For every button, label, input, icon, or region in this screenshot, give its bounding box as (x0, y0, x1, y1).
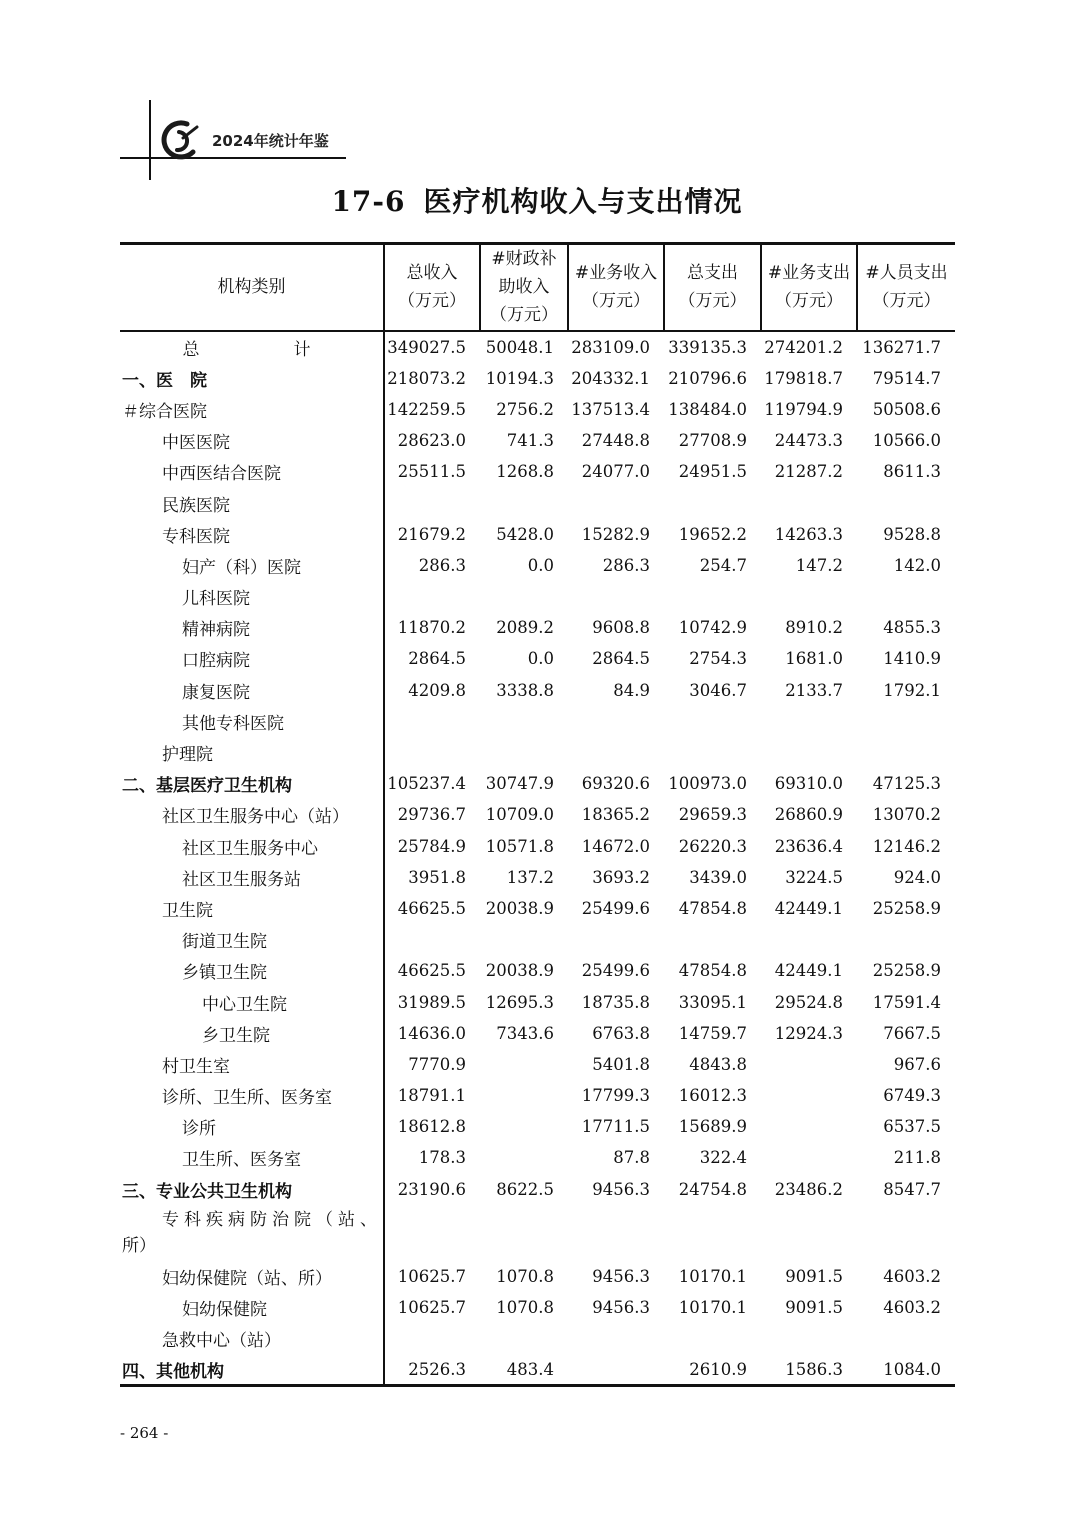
value-cell: 0.0 (527, 649, 554, 669)
value-cell (664, 581, 761, 612)
table-row (120, 737, 955, 768)
value-cell: 2864.5 (384, 643, 480, 674)
value-cell: 69320.6 (581, 774, 650, 794)
row-label: 三、专业公共卫生机构 (122, 1181, 292, 1202)
table-title: 医疗机构收入与支出情况 (423, 185, 743, 218)
value-cell: 9456.3 (592, 1266, 650, 1286)
page-title (0, 180, 1074, 220)
value-cell: 1070.8 (496, 1266, 554, 1286)
column-header: 总收入 （万元） (384, 244, 480, 331)
row-label: 乡镇卫生院 (182, 963, 267, 984)
value-cell (761, 581, 857, 612)
value-cell: 10709.0 (485, 805, 554, 825)
value-cell: 283109.0 (571, 337, 650, 357)
value-cell: 1792.1 (883, 680, 941, 700)
value-cell: 23486.2 (774, 1179, 843, 1199)
value-cell (761, 706, 857, 737)
value-cell: 10625.7 (384, 1292, 480, 1323)
value-cell: 8547.7 (883, 1179, 941, 1199)
value-cell: 286.3 (602, 555, 650, 575)
value-cell: 1070.8 (496, 1298, 554, 1318)
value-cell (384, 924, 480, 955)
value-cell: 136271.7 (862, 337, 941, 357)
value-cell: 7343.6 (496, 1023, 554, 1043)
table-row (120, 1261, 955, 1292)
value-cell: 24473.3 (774, 431, 843, 451)
value-cell: 5401.8 (592, 1054, 650, 1074)
value-cell: 15689.9 (678, 1117, 747, 1137)
header-horizontal-rule (120, 157, 346, 159)
table-body (120, 331, 955, 1386)
table-row (120, 1080, 955, 1111)
table-row (120, 706, 955, 737)
value-cell (480, 1205, 568, 1261)
value-cell: 1084.0 (857, 1354, 955, 1386)
value-cell: 24951.5 (678, 462, 747, 482)
value-cell: 42449.1 (774, 898, 843, 918)
value-cell: 105237.4 (384, 768, 480, 799)
value-cell: 2089.2 (496, 618, 554, 638)
row-label (120, 1205, 384, 1261)
value-cell: 2754.3 (689, 649, 747, 669)
table-number: 17-6 (331, 185, 406, 218)
table-row (120, 363, 955, 394)
value-cell: 27448.8 (581, 431, 650, 451)
value-cell: 79514.7 (872, 368, 941, 388)
value-cell: 741.3 (506, 431, 554, 451)
value-cell (664, 487, 761, 518)
table-row (120, 1142, 955, 1173)
value-cell: 29524.8 (774, 992, 843, 1012)
value-cell: 10170.1 (678, 1298, 747, 1318)
value-cell: 8622.5 (496, 1179, 554, 1199)
value-cell (664, 706, 761, 737)
value-cell: 18735.8 (581, 992, 650, 1012)
row-label: 诊所、卫生所、医务室 (162, 1088, 332, 1109)
column-header: #业务收入 （万元） (568, 244, 664, 331)
value-cell (664, 1205, 761, 1261)
value-cell: 29736.7 (384, 799, 480, 830)
row-label: 街道卫生院 (182, 932, 267, 953)
table-row (120, 986, 955, 1017)
row-label: 中心卫生院 (202, 994, 287, 1015)
value-cell (761, 737, 857, 768)
value-cell: 20038.9 (485, 961, 554, 981)
row-label: 妇产（科）医院 (182, 557, 301, 578)
value-cell: 23636.4 (774, 836, 843, 856)
value-cell: 13070.2 (872, 805, 941, 825)
value-cell: 20038.9 (485, 898, 554, 918)
value-cell: 19652.2 (678, 524, 747, 544)
value-cell: 1681.0 (785, 649, 843, 669)
value-cell: 9456.3 (592, 1179, 650, 1199)
table-row (120, 862, 955, 893)
value-cell: 3693.2 (592, 867, 650, 887)
value-cell (568, 1354, 664, 1386)
value-cell: 1410.9 (883, 649, 941, 669)
value-cell: 15282.9 (581, 524, 650, 544)
table-row (120, 519, 955, 550)
value-cell: 3439.0 (689, 867, 747, 887)
value-cell: 33095.1 (678, 992, 747, 1012)
value-cell: 84.9 (613, 680, 650, 700)
value-cell (857, 924, 955, 955)
yearbook-label: 2024年统计年鉴 (212, 132, 329, 150)
value-cell (568, 924, 664, 955)
value-cell: 26860.9 (774, 805, 843, 825)
value-cell: 21287.2 (774, 462, 843, 482)
column-header: #人员支出 （万元） (857, 244, 955, 331)
value-cell: 7667.5 (883, 1023, 941, 1043)
value-cell: 483.4 (480, 1354, 568, 1386)
row-label: 社区卫生服务中心（站） (162, 807, 349, 828)
value-cell: 10194.3 (485, 368, 554, 388)
value-cell (480, 1111, 568, 1142)
value-cell (568, 737, 664, 768)
value-cell: 2864.5 (592, 649, 650, 669)
value-cell: 142259.5 (384, 394, 480, 425)
value-cell (761, 1142, 857, 1173)
value-cell: 28623.0 (384, 425, 480, 456)
column-header-category: 机构类别 (120, 244, 384, 331)
row-label: 卫生院 (162, 900, 213, 921)
value-cell: 1268.8 (496, 462, 554, 482)
value-cell: 7770.9 (384, 1049, 480, 1080)
value-cell (480, 1323, 568, 1354)
table-row (120, 831, 955, 862)
value-cell: 26220.3 (678, 836, 747, 856)
row-label: 社区卫生服务中心 (182, 838, 318, 859)
value-cell: 12146.2 (872, 836, 941, 856)
table-row (120, 893, 955, 924)
row-label: 一、医 院 (122, 370, 207, 391)
value-cell: 42449.1 (774, 961, 843, 981)
value-cell: 924.0 (893, 867, 941, 887)
table-row (120, 643, 955, 674)
table-row (120, 1111, 955, 1142)
value-cell: 18791.1 (384, 1080, 480, 1111)
table-row (120, 581, 955, 612)
value-cell: 69310.0 (774, 774, 843, 794)
row-label: 中西医结合医院 (162, 464, 281, 485)
value-cell (384, 581, 480, 612)
value-cell: 137.2 (506, 867, 554, 887)
yearbook-logo-icon (157, 118, 205, 162)
value-cell (761, 1080, 857, 1111)
value-cell: 147.2 (795, 555, 843, 575)
income-expenditure-table (120, 242, 955, 1387)
value-cell: 14636.0 (384, 1018, 480, 1049)
table-row (120, 1205, 955, 1261)
value-cell: 2526.3 (384, 1354, 480, 1386)
value-cell (384, 487, 480, 518)
value-cell: 14672.0 (581, 836, 650, 856)
value-cell: 100973.0 (668, 774, 747, 794)
row-label: 儿科医院 (182, 589, 250, 610)
value-cell: 25258.9 (872, 898, 941, 918)
value-cell: 137513.4 (571, 399, 650, 419)
table-row (120, 550, 955, 581)
value-cell: 6763.8 (592, 1023, 650, 1043)
value-cell: 46625.5 (384, 955, 480, 986)
value-cell: 4603.2 (883, 1298, 941, 1318)
value-cell (480, 1142, 568, 1173)
value-cell (480, 1080, 568, 1111)
row-label-line: 专科疾病防治院（站、 (162, 1209, 382, 1230)
value-cell: 17591.4 (872, 992, 941, 1012)
value-cell (857, 581, 955, 612)
table-row (120, 675, 955, 706)
row-label: 诊所 (182, 1119, 216, 1140)
value-cell: 12695.3 (485, 992, 554, 1012)
row-label: 口腔病院 (182, 651, 250, 672)
value-cell: 31989.5 (384, 986, 480, 1017)
table-row (120, 924, 955, 955)
value-cell: 8910.2 (785, 618, 843, 638)
value-cell: 12924.3 (774, 1023, 843, 1043)
value-cell: 967.6 (893, 1054, 941, 1074)
value-cell (384, 1205, 480, 1261)
value-cell (568, 1323, 664, 1354)
row-label: ＃综合医院 (122, 401, 207, 422)
value-cell: 0.0 (527, 555, 554, 575)
value-cell (761, 487, 857, 518)
value-cell: 25784.9 (384, 831, 480, 862)
value-cell (857, 706, 955, 737)
value-cell (857, 1205, 955, 1261)
value-cell (568, 706, 664, 737)
value-cell: 47125.3 (872, 774, 941, 794)
value-cell (480, 1049, 568, 1080)
row-label-line: 所） (122, 1235, 156, 1256)
value-cell: 17711.5 (581, 1117, 650, 1137)
row-label: 民族医院 (162, 495, 230, 516)
value-cell: 25499.6 (581, 898, 650, 918)
value-cell: 18365.2 (581, 805, 650, 825)
value-cell: 142.0 (893, 555, 941, 575)
value-cell: 24077.0 (581, 462, 650, 482)
value-cell: 6537.5 (883, 1117, 941, 1137)
value-cell: 9456.3 (592, 1298, 650, 1318)
value-cell: 25499.6 (581, 961, 650, 981)
value-cell (761, 1049, 857, 1080)
value-cell (480, 706, 568, 737)
page-number: - 264 - (120, 1424, 169, 1442)
value-cell: 286.3 (384, 550, 480, 581)
value-cell: 14759.7 (678, 1023, 747, 1043)
value-cell: 16012.3 (678, 1086, 747, 1106)
value-cell: 50508.6 (872, 399, 941, 419)
value-cell: 46625.5 (384, 893, 480, 924)
value-cell (761, 1111, 857, 1142)
column-header: #业务支出 （万元） (761, 244, 857, 331)
value-cell (384, 1323, 480, 1354)
value-cell: 2756.2 (496, 399, 554, 419)
value-cell (857, 487, 955, 518)
value-cell: 204332.1 (571, 368, 650, 388)
row-label: 妇幼保健院（站、所） (162, 1268, 332, 1289)
table-row (120, 1049, 955, 1080)
value-cell: 9091.5 (785, 1266, 843, 1286)
value-cell: 210796.6 (668, 368, 747, 388)
value-cell: 349027.5 (384, 331, 480, 363)
value-cell: 4209.8 (384, 675, 480, 706)
value-cell: 2133.7 (785, 680, 843, 700)
value-cell (664, 1323, 761, 1354)
value-cell: 11870.2 (384, 612, 480, 643)
table-row (120, 331, 955, 363)
value-cell (857, 1323, 955, 1354)
value-cell: 25258.9 (872, 961, 941, 981)
value-cell: 1586.3 (761, 1354, 857, 1386)
value-cell (480, 581, 568, 612)
value-cell (664, 737, 761, 768)
value-cell: 3046.7 (689, 680, 747, 700)
column-header: #财政补 助收入 （万元） (480, 244, 568, 331)
value-cell (568, 581, 664, 612)
value-cell (480, 737, 568, 768)
value-cell: 10571.8 (485, 836, 554, 856)
value-cell: 17799.3 (581, 1086, 650, 1106)
row-label: 其他专科医院 (182, 713, 284, 734)
column-header: 总支出 （万元） (664, 244, 761, 331)
value-cell: 9528.8 (883, 524, 941, 544)
row-label: 中医医院 (162, 433, 230, 454)
value-cell (664, 924, 761, 955)
value-cell: 211.8 (893, 1148, 941, 1168)
table-row (120, 768, 955, 799)
table-row (120, 1323, 955, 1354)
table-row (120, 1174, 955, 1205)
value-cell: 339135.3 (668, 337, 747, 357)
table-row (120, 456, 955, 487)
value-cell: 6749.3 (883, 1086, 941, 1106)
value-cell: 274201.2 (764, 337, 843, 357)
row-label: 康复医院 (182, 682, 250, 703)
value-cell (384, 706, 480, 737)
value-cell: 3224.5 (785, 867, 843, 887)
value-cell: 138484.0 (668, 399, 747, 419)
value-cell: 254.7 (699, 555, 747, 575)
row-label: 总 计 (182, 339, 331, 360)
table-row (120, 394, 955, 425)
row-label: 社区卫生服务站 (182, 869, 301, 890)
row-label: 妇幼保健院 (182, 1300, 267, 1321)
value-cell: 18612.8 (384, 1111, 480, 1142)
value-cell: 2610.9 (664, 1354, 761, 1386)
table-row (120, 1018, 955, 1049)
value-cell: 10566.0 (872, 431, 941, 451)
value-cell: 30747.9 (485, 774, 554, 794)
row-label: 四、其他机构 (120, 1354, 384, 1386)
value-cell: 50048.1 (485, 337, 554, 357)
value-cell: 23190.6 (384, 1174, 480, 1205)
value-cell: 14263.3 (774, 524, 843, 544)
row-label: 村卫生室 (162, 1056, 230, 1077)
value-cell: 119794.9 (764, 399, 843, 419)
header-vertical-rule (149, 100, 151, 180)
value-cell: 47854.8 (678, 898, 747, 918)
row-label: 卫生所、医务室 (182, 1150, 301, 1171)
table-row (120, 1354, 955, 1386)
value-cell: 25511.5 (384, 456, 480, 487)
table-row (120, 425, 955, 456)
table-row (120, 612, 955, 643)
value-cell (568, 487, 664, 518)
value-cell: 10625.7 (384, 1261, 480, 1292)
value-cell: 3338.8 (496, 680, 554, 700)
value-cell: 5428.0 (496, 524, 554, 544)
value-cell (480, 487, 568, 518)
value-cell: 9091.5 (785, 1298, 843, 1318)
value-cell: 21679.2 (384, 519, 480, 550)
value-cell (857, 737, 955, 768)
table-row (120, 799, 955, 830)
value-cell: 179818.7 (764, 368, 843, 388)
value-cell: 27708.9 (678, 431, 747, 451)
value-cell (761, 1205, 857, 1261)
value-cell: 9608.8 (592, 618, 650, 638)
value-cell: 3951.8 (384, 862, 480, 893)
table-row (120, 955, 955, 986)
value-cell: 8611.3 (883, 462, 941, 482)
table-row (120, 487, 955, 518)
value-cell: 4603.2 (883, 1266, 941, 1286)
row-label: 二、基层医疗卫生机构 (122, 776, 292, 797)
value-cell: 29659.3 (678, 805, 747, 825)
value-cell: 47854.8 (678, 961, 747, 981)
table-header-row (120, 244, 955, 331)
row-label: 精神病院 (182, 620, 250, 641)
row-label: 乡卫生院 (202, 1025, 270, 1046)
value-cell (384, 737, 480, 768)
value-cell: 218073.2 (384, 363, 480, 394)
value-cell: 87.8 (613, 1148, 650, 1168)
value-cell (761, 924, 857, 955)
row-label: 急救中心（站） (162, 1331, 281, 1352)
row-label: 护理院 (162, 745, 213, 766)
value-cell: 178.3 (384, 1142, 480, 1173)
value-cell: 10742.9 (678, 618, 747, 638)
value-cell: 4843.8 (689, 1054, 747, 1074)
value-cell (480, 924, 568, 955)
value-cell: 24754.8 (678, 1179, 747, 1199)
value-cell (761, 1323, 857, 1354)
value-cell (568, 1205, 664, 1261)
value-cell: 4855.3 (883, 618, 941, 638)
row-label: 专科医院 (162, 526, 230, 547)
value-cell: 322.4 (699, 1148, 747, 1168)
value-cell: 10170.1 (678, 1266, 747, 1286)
table-row (120, 1292, 955, 1323)
